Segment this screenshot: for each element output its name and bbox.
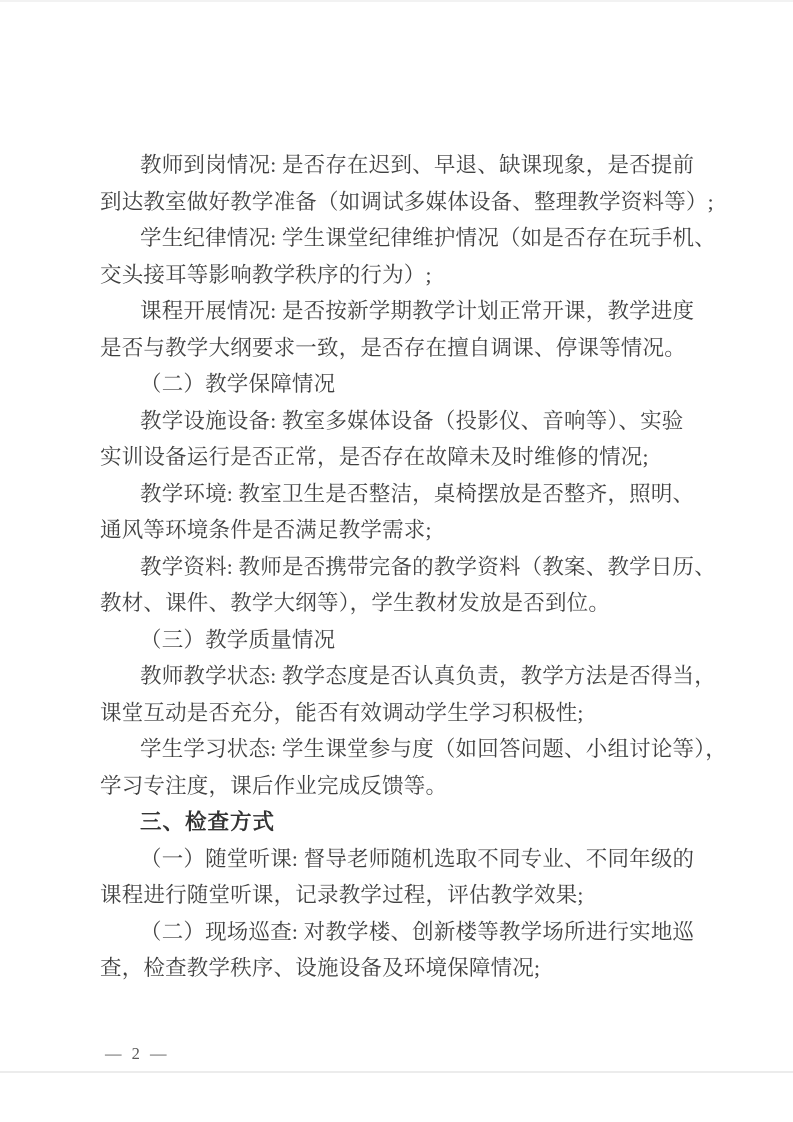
text-line: 交头接耳等影响教学秩序的行为）;	[100, 262, 432, 287]
text-line: 实训设备运行是否正常，是否存在故障未及时维修的情况;	[100, 445, 649, 469]
text-line: 课程开展情况: 是否按新学期教学计划正常开课，教学进度	[140, 299, 695, 323]
text-line: 到达教室做好教学准备（如调试多媒体设备、整理教学资料等）;	[100, 189, 714, 214]
text-line: 课程进行随堂听课，记录教学过程，评估教学效果;	[100, 883, 584, 907]
text-line: 教师到岗情况: 是否存在迟到、早退、缺课现象，是否提前	[140, 153, 695, 177]
text-line: 学生学习状态: 学生课堂参与度（如回答问题、小组讨论等），	[140, 737, 727, 761]
text-line: 课堂互动是否充分，能否有效调动学生学习积极性;	[100, 700, 584, 725]
section-heading-line: （三）教学质量情况	[140, 627, 336, 652]
text-line: 教师教学状态: 教学态度是否认真负责，教学方法是否得当，	[140, 664, 716, 688]
scan-top-edge-line	[0, 0, 793, 2]
page-number: — 2 —	[105, 1044, 170, 1063]
text-line: 教材、课件、教学大纲等），学生教材发放是否到位。	[100, 591, 611, 615]
document-body	[100, 147, 770, 987]
text-line: （二）现场巡查: 对教学楼、创新楼等教学场所进行实地巡	[140, 919, 695, 944]
text-line: 教学环境: 教室卫生是否整洁，桌椅摆放是否整齐，照明、	[140, 481, 695, 506]
text-line: 教学资料: 教师是否携带完备的教学资料（教案、教学日历、	[140, 554, 716, 579]
section-heading-line: 三、检查方式	[140, 810, 276, 834]
scan-artifact-line	[0, 1071, 793, 1073]
text-line: 通风等环境条件是否满足教学需求;	[100, 518, 432, 542]
text-line: 教学设施设备: 教室多媒体设备（投影仪、音响等）、实验	[140, 408, 684, 433]
text-line: （一）随堂听课: 督导老师随机选取不同专业、不同年级的	[140, 846, 695, 871]
text-line: 学生纪律情况: 学生课堂纪律维护情况（如是否存在玩手机、	[140, 226, 716, 250]
text-line: 学习专注度，课后作业完成反馈等。	[100, 773, 448, 798]
section-heading-line: （二）教学保障情况	[140, 372, 336, 396]
text-line: 查，检查教学秩序、设施设备及环境保障情况;	[100, 956, 541, 980]
text-line: 是否与教学大纲要求一致，是否存在擅自调课、停课等情况。	[100, 335, 686, 360]
